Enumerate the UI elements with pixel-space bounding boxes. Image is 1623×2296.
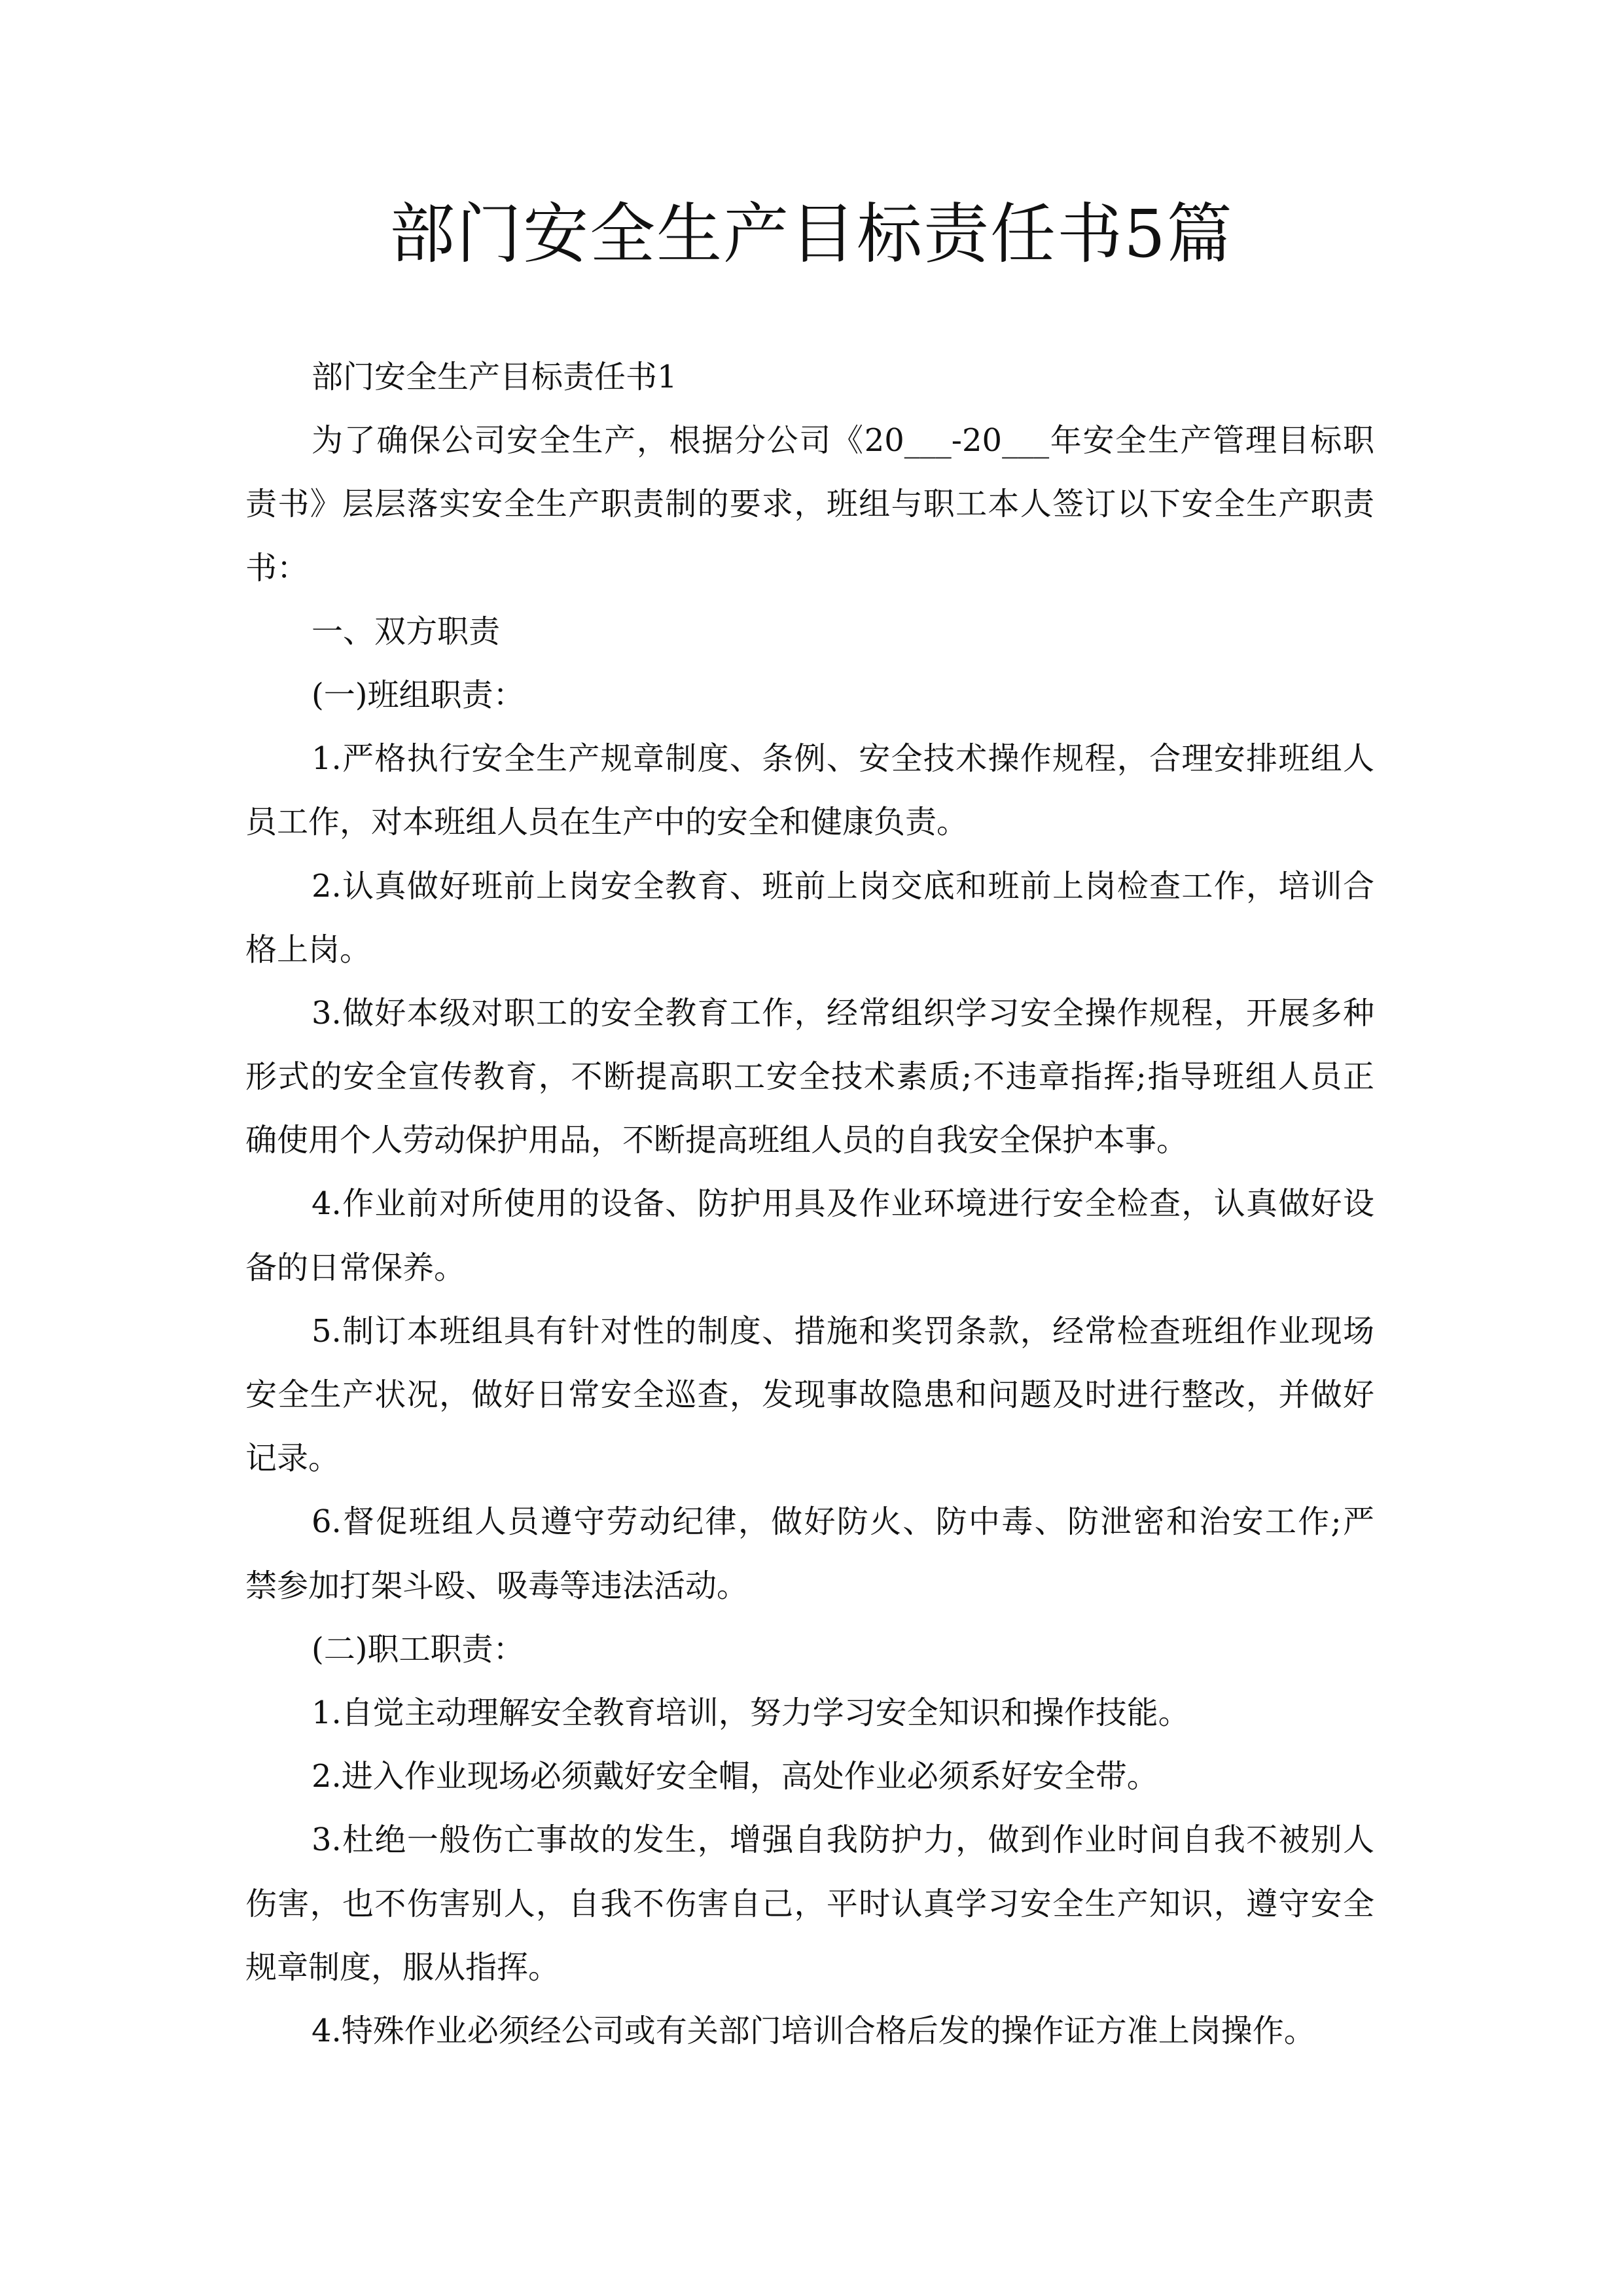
text-line: 员工作，对本班组人员在生产中的安全和健康负责。	[245, 804, 969, 841]
text-line: 禁参加打架斗殴、吸毒等违法活动。	[245, 1567, 749, 1604]
text-line: 书：	[245, 549, 309, 586]
paragraph	[245, 982, 1374, 1173]
text-line: 安全生产状况，做好日常安全巡查，发现事故隐患和问题及时进行整改，并做好	[245, 1376, 1374, 1413]
text-line: 5.制订本班组具有针对性的制度、措施和奖罚条款，经常检查班组作业现场	[312, 1312, 1374, 1350]
text-line: 伤害，也不伤害别人，自我不伤害自己，平时认真学习安全生产知识，遵守安全	[245, 1885, 1374, 1922]
paragraph	[245, 2000, 1374, 2063]
text-line: 责书》层层落实安全生产职责制的要求，班组与职工本人签订以下安全生产职责	[245, 486, 1374, 523]
text-line: 2.认真做好班前上岗安全教育、班前上岗交底和班前上岗检查工作，培训合	[312, 867, 1374, 905]
text-line: 部门安全生产目标责任书1	[312, 359, 677, 395]
text-line: 3.做好本级对职工的安全教育工作，经常组织学习安全操作规程，开展多种	[312, 994, 1374, 1031]
text-line: (二)职工职责：	[312, 1630, 525, 1668]
paragraph	[245, 1172, 1374, 1299]
text-line: 3.杜绝一般伤亡事故的发生，增强自我防护力，做到作业时间自我不被别人	[312, 1821, 1374, 1859]
text-line: 1.严格执行安全生产规章制度、条例、安全技术操作规程，合理安排班组人	[312, 740, 1374, 778]
text-line: 确使用个人劳动保护用品，不断提高班组人员的自我安全保护本事。	[245, 1122, 1188, 1159]
text-line: 记录。	[245, 1440, 340, 1477]
text-line: 一、双方职责	[312, 613, 501, 650]
paragraph	[245, 727, 1374, 854]
paragraph	[245, 855, 1374, 982]
text-line: 6.督促班组人员遵守劳动纪律，做好防火、防中毒、防泄密和治安工作;严	[312, 1503, 1374, 1541]
text-line: 规章制度，服从指挥。	[245, 1948, 560, 1986]
text-line: 1.自觉主动理解安全教育培训，努力学习安全知识和操作技能。	[312, 1694, 1190, 1731]
document-body	[245, 346, 1374, 2063]
paragraph	[245, 346, 1374, 409]
text-line: 4.特殊作业必须经公司或有关部门培训合格后发的操作证方准上岗操作。	[312, 2012, 1315, 2049]
paragraph	[245, 1808, 1374, 2000]
text-line: 2.进入作业现场必须戴好安全帽，高处作业必须系好安全带。	[312, 1758, 1158, 1795]
paragraph	[245, 1745, 1374, 1808]
text-line: 4.作业前对所使用的设备、防护用具及作业环境进行安全检查，认真做好设	[312, 1185, 1374, 1223]
paragraph	[245, 664, 1374, 727]
paragraph	[245, 1490, 1374, 1617]
text-line: (一)班组职责：	[312, 676, 525, 713]
text-line: 备的日常保养。	[245, 1249, 466, 1286]
text-line: 格上岗。	[245, 931, 372, 968]
paragraph	[245, 1618, 1374, 1681]
text-line: 为了确保公司安全生产，根据分公司《20___-20___年安全生产管理目标职	[312, 422, 1374, 459]
paragraph	[245, 1681, 1374, 1745]
document-title: 部门安全生产目标责任书5篇	[389, 196, 1234, 272]
paragraph	[245, 1300, 1374, 1491]
text-line: 形式的安全宣传教育，不断提高职工安全技术素质;不违章指挥;指导班组人员正	[245, 1058, 1374, 1096]
paragraph	[245, 600, 1374, 664]
paragraph	[245, 409, 1374, 600]
